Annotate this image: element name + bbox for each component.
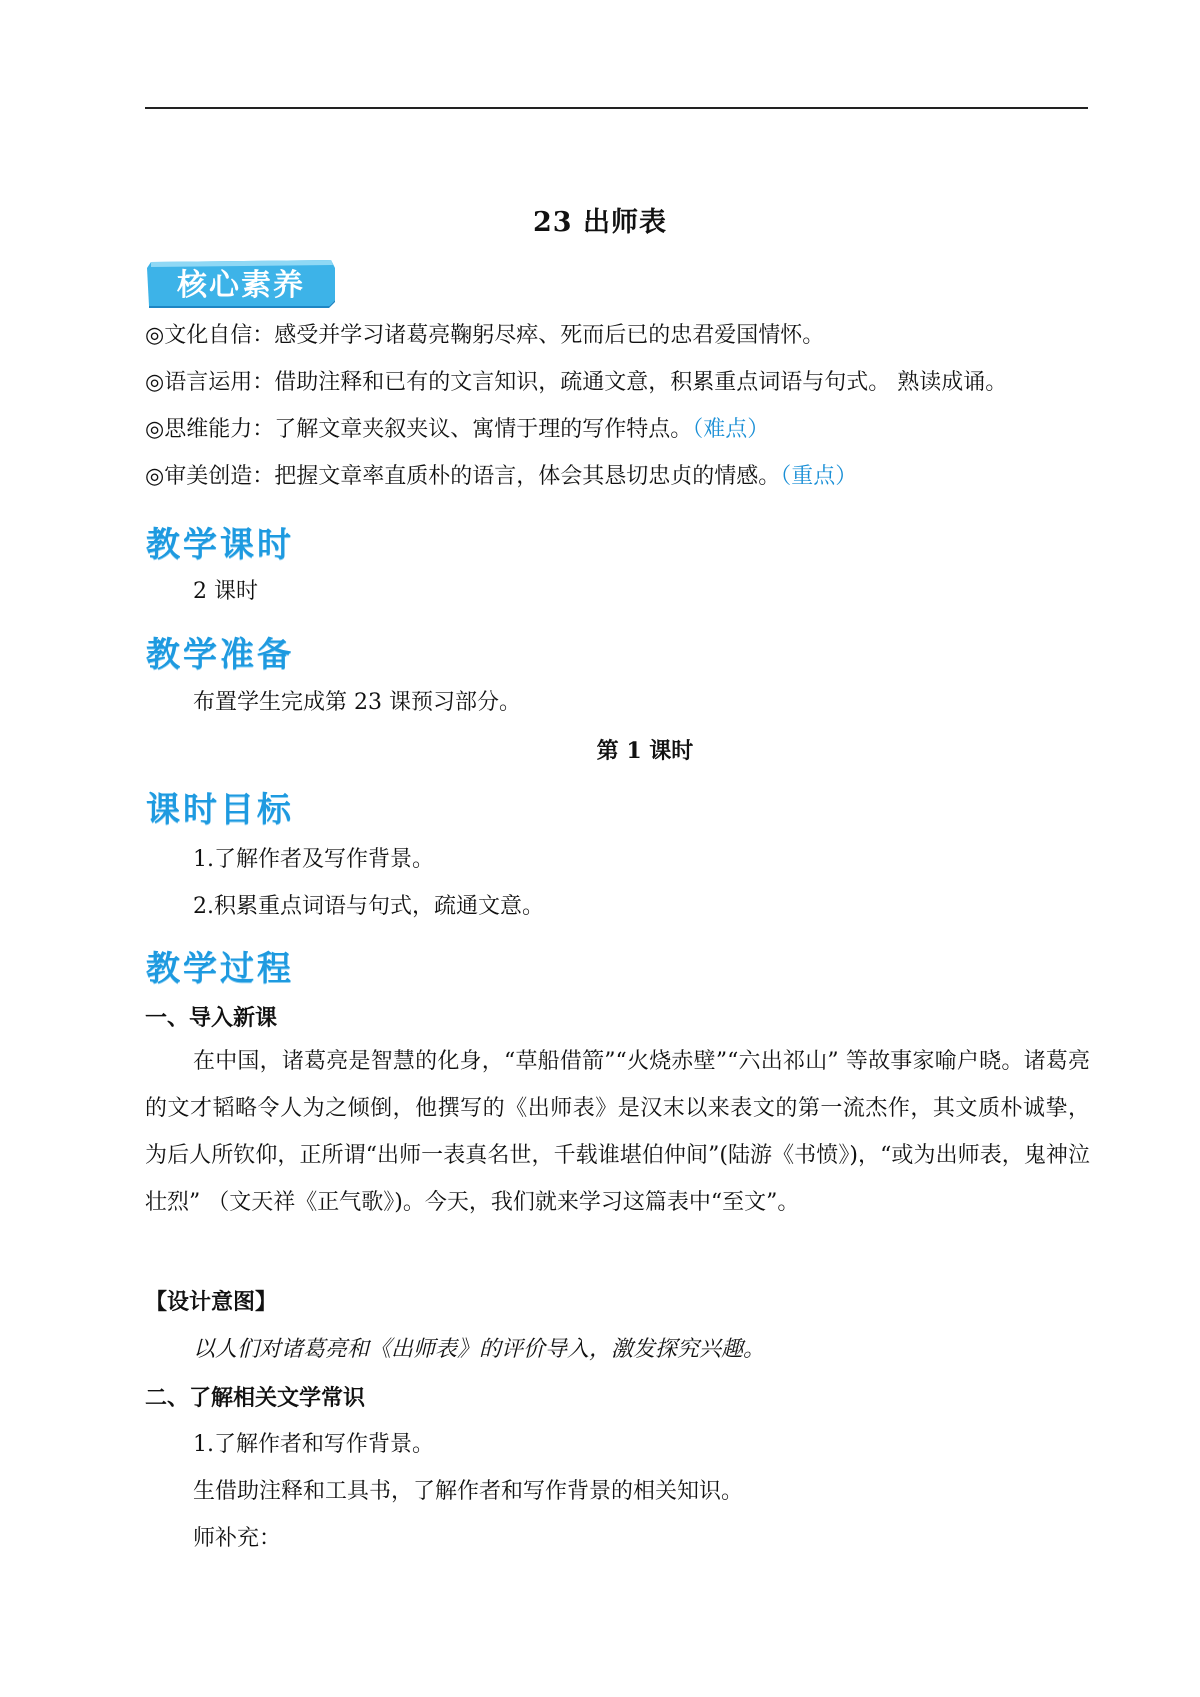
literacy-item-label: ◎思维能力： xyxy=(145,417,275,442)
teaching-hours-text: 2 课时 xyxy=(193,579,258,604)
literacy-item-text: 感受并学习诸葛亮鞠躬尽瘁、死而后已的忠君爱国情怀。 xyxy=(274,323,825,348)
period-title: 第 1 课时 xyxy=(596,738,694,764)
literacy-item xyxy=(145,321,824,351)
period-goals-heading: 课时目标 xyxy=(146,790,294,830)
teaching-process-heading: 教学过程 xyxy=(146,949,294,989)
literacy-item-label: ◎语言运用： xyxy=(145,370,275,395)
section-title: 二、了解相关文学常识 xyxy=(145,1385,366,1411)
goal-item: 1.了解作者及写作背景。 xyxy=(193,847,434,872)
literacy-item-text: 了解文章夹叙夹议、寓情于理的写作特点。 xyxy=(274,417,693,442)
intro-paragraph: 在中国，诸葛亮是智慧的化身，“草船借箭”“火烧赤壁”“六出祁山” 等故事家喻户晓。诸葛亮的文才韬略令人为之倾倒，他撰写的《出师表》是汉末以来表文的第一流杰作，其文质朴诚挚，为后人所钦仰，正所谓“出师一表真名世，千载谁堪伯仲间”(陆游《书愤》)，“或为出师表，鬼神泣壮烈” （文天祥《正气歌》)。今天，我们就来学习这篇表中“至文”。 xyxy=(145,1049,1090,1215)
section2-line: 1.了解作者和写作背景。 xyxy=(193,1432,434,1457)
goal-item: 2.积累重点词语与句式，疏通文意。 xyxy=(193,894,544,919)
core-literacy-badge xyxy=(145,256,337,308)
lesson-title: 23 出师表 xyxy=(533,207,667,238)
literacy-item-text: 把握文章率直质朴的语言，体会其恳切忠贞的情感。 xyxy=(274,464,781,489)
header-rule xyxy=(145,107,1088,109)
literacy-item-label: ◎文化自信： xyxy=(145,323,275,348)
section2-line: 生借助注释和工具书，了解作者和写作背景的相关知识。 xyxy=(193,1479,744,1504)
key-point-tag: （重点） xyxy=(780,464,858,489)
teaching-prep-text: 布置学生完成第 23 课预习部分。 xyxy=(193,690,521,715)
design-intent-label: 【设计意图】 xyxy=(145,1289,278,1315)
literacy-item xyxy=(145,462,857,492)
literacy-item-text: 借助注释和已有的文言知识，疏通文意，积累重点词语与句式。 熟读成诵。 xyxy=(274,370,1008,395)
literacy-item xyxy=(145,368,1007,398)
literacy-item xyxy=(145,415,769,445)
section-title: 一、导入新课 xyxy=(145,1005,278,1031)
difficulty-tag: （难点） xyxy=(692,417,770,442)
design-intent-text: 以人们对诸葛亮和《出师表》的评价导入，激发探究兴趣。 xyxy=(193,1337,766,1362)
teaching-prep-heading: 教学准备 xyxy=(146,635,294,675)
section2-line: 师补充： xyxy=(193,1526,282,1551)
literacy-item-label: ◎审美创造： xyxy=(145,464,275,489)
teaching-hours-heading: 教学课时 xyxy=(146,525,294,565)
core-literacy-badge-label: 核心素养 xyxy=(177,268,305,303)
